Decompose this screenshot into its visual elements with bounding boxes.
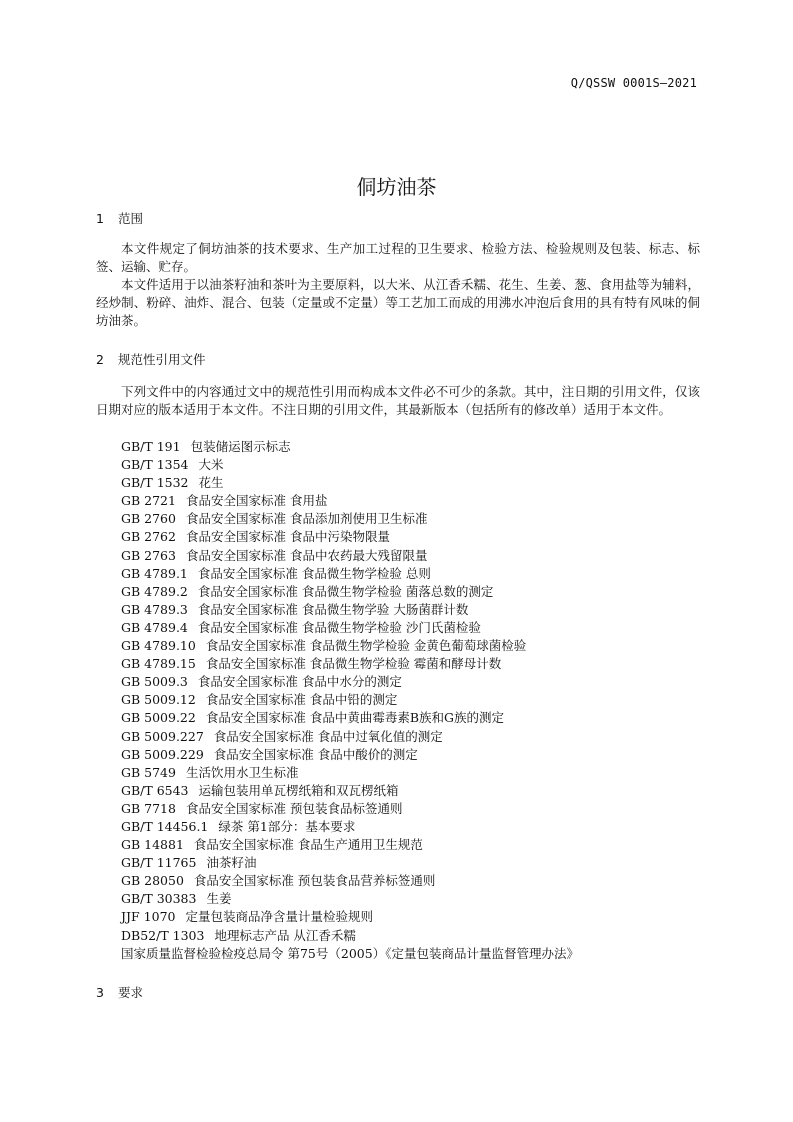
reference-title: 食品安全国家标准 食用盐 (185, 493, 328, 509)
reference-item (121, 456, 579, 474)
reference-title: 运输包装用单瓦楞纸箱和双瓦楞纸箱 (198, 782, 399, 798)
reference-title: 油茶籽油 (206, 855, 257, 871)
reference-item (121, 764, 579, 782)
reference-code: GB 5009.229 (121, 746, 204, 762)
reference-item (121, 782, 579, 800)
reference-title: 食品安全国家标准 预包装食品营养标签通则 (193, 873, 436, 889)
reference-item (121, 637, 579, 655)
reference-code: GB/T 14456.1 (121, 818, 209, 834)
reference-title: 食品安全国家标准 预包装食品标签通则 (185, 800, 403, 816)
reference-item (121, 583, 579, 601)
reference-title: 食品安全国家标准 食品中过氧化值的测定 (213, 728, 443, 744)
reference-item (121, 565, 579, 583)
reference-title: 食品安全国家标准 食品微生物学验 大肠菌群计数 (197, 601, 469, 617)
reference-title: 食品安全国家标准 食品微生物学检验 总则 (197, 565, 431, 581)
reference-code: GB 5009.3 (121, 674, 188, 690)
reference-item (121, 927, 579, 945)
reference-item (121, 691, 579, 709)
section-3-heading (96, 983, 143, 1001)
reference-title: 生姜 (206, 891, 232, 907)
reference-code: GB 4789.10 (121, 638, 196, 654)
reference-item (121, 547, 579, 565)
reference-code: GB 4789.2 (121, 583, 188, 599)
document-title: 侗坊油茶 (356, 175, 437, 200)
reference-code: GB 7718 (121, 800, 176, 816)
reference-title: 食品安全国家标准 食品添加剂使用卫生标准 (185, 511, 428, 527)
reference-title: 食品安全国家标准 食品中酸价的测定 (213, 746, 418, 762)
reference-code: GB/T 191 (121, 439, 181, 454)
reference-item (121, 655, 579, 673)
reference-title: 食品安全国家标准 食品微生物学检验 霉菌和酵母计数 (205, 656, 502, 672)
reference-code: GB 14881 (121, 837, 184, 853)
reference-item (121, 890, 579, 908)
reference-code: GB/T 30383 (121, 891, 197, 907)
reference-code: GB 4789.4 (121, 619, 188, 635)
reference-code: GB 2762 (121, 529, 176, 545)
normative-reference-list (121, 438, 579, 963)
reference-item (121, 709, 579, 727)
reference-title: 食品安全国家标准 食品中污染物限量 (185, 529, 390, 545)
reference-title: 绿茶 第1部分：基本要求 (218, 818, 356, 834)
reference-item (121, 673, 579, 691)
reference-title: 食品安全国家标准 食品中农药最大残留限量 (185, 547, 428, 563)
reference-item (121, 528, 579, 546)
reference-code: GB 5009.22 (121, 710, 196, 726)
reference-code: GB/T 6543 (121, 782, 189, 798)
reference-code: GB 5009.12 (121, 692, 196, 708)
section-2-heading (96, 350, 206, 368)
reference-title: 花生 (198, 475, 224, 491)
reference-item (121, 728, 579, 746)
section-title: 规范性引用文件 (118, 352, 206, 367)
reference-code: GB/T 1354 (121, 457, 189, 473)
section-2-paragraph-1: 下列文件中的内容通过文中的规范性引用而构成本文件必不可少的条款。其中，注日期的引用文件，仅该日期对应的版本适用于本文件。不注日期的引用文件，其最新版本（包括所有的修改单）适用于本文件。 (96, 384, 700, 417)
reference-item (121, 438, 579, 456)
reference-item (121, 746, 579, 764)
document-code: Q/QSSW 0001S—2021 (570, 76, 697, 90)
reference-title: 食品安全国家标准 食品中铅的测定 (205, 692, 398, 708)
reference-item (121, 854, 579, 872)
reference-title: 食品安全国家标准 食品微生物学检验 沙门氏菌检验 (197, 619, 481, 635)
section-title: 要求 (118, 985, 144, 1000)
reference-code: GB/T 11765 (121, 855, 197, 871)
reference-code: GB 2760 (121, 511, 176, 527)
reference-code: GB 4789.3 (121, 601, 188, 617)
reference-title: 大米 (198, 457, 224, 473)
reference-item (121, 945, 579, 963)
reference-item (121, 800, 579, 818)
reference-code: GB 4789.15 (121, 656, 196, 672)
reference-code: GB 2721 (121, 493, 176, 509)
reference-item (121, 818, 579, 836)
reference-item (121, 601, 579, 619)
reference-code: DB52/T 1303 (121, 927, 205, 943)
reference-title: 地理标志产品 从江香禾糯 (214, 927, 356, 943)
reference-title: 食品安全国家标准 食品中黄曲霉毒素B族和G族的测定 (205, 710, 504, 726)
reference-item (121, 474, 579, 492)
reference-title: 定量包装商品净含量计量检验规则 (185, 909, 373, 925)
reference-code: JJF 1070 (121, 909, 176, 925)
reference-code: GB 5749 (121, 764, 176, 780)
section-1-paragraph-1: 本文件规定了侗坊油茶的技术要求、生产加工过程的卫生要求、检验方法、检验规则及包装、标志、标签、运输、贮存。 (96, 241, 700, 274)
reference-title: 国家质量监督检验检疫总局令 第75号（2005）《定量包装商品计量监督管理办法》 (121, 945, 579, 961)
reference-item (121, 872, 579, 890)
section-1-heading (96, 209, 143, 227)
section-number: 1 (96, 211, 104, 226)
section-number: 3 (96, 985, 104, 1000)
reference-code: GB 4789.1 (121, 565, 188, 581)
reference-title: 食品安全国家标准 食品中水分的测定 (197, 674, 402, 690)
reference-code: GB 5009.227 (121, 728, 204, 744)
reference-item (121, 492, 579, 510)
reference-code: GB/T 1532 (121, 475, 189, 491)
reference-title: 食品安全国家标准 食品微生物学检验 金黄色葡萄球菌检验 (205, 638, 527, 654)
section-number: 2 (96, 352, 104, 367)
reference-item (121, 510, 579, 528)
reference-item (121, 836, 579, 854)
reference-code: GB 2763 (121, 547, 176, 563)
reference-item (121, 908, 579, 926)
reference-title: 包装储运图示标志 (190, 439, 291, 454)
reference-title: 食品安全国家标准 食品生产通用卫生规范 (193, 837, 423, 853)
section-title: 范围 (118, 211, 144, 226)
reference-title: 食品安全国家标准 食品微生物学检验 菌落总数的测定 (197, 583, 494, 599)
section-1-paragraph-2: 本文件适用于以油茶籽油和茶叶为主要原料，以大米、从江香禾糯、花生、生姜、葱、食用盐等为辅料，经炒制、粉碎、油炸、混合、包装（定量或不定量）等工艺加工而成的用沸水冲泡后食用的具有特有风味的侗坊油茶。 (96, 277, 700, 328)
reference-code: GB 28050 (121, 873, 184, 889)
reference-title: 生活饮用水卫生标准 (185, 764, 299, 780)
reference-item (121, 619, 579, 637)
